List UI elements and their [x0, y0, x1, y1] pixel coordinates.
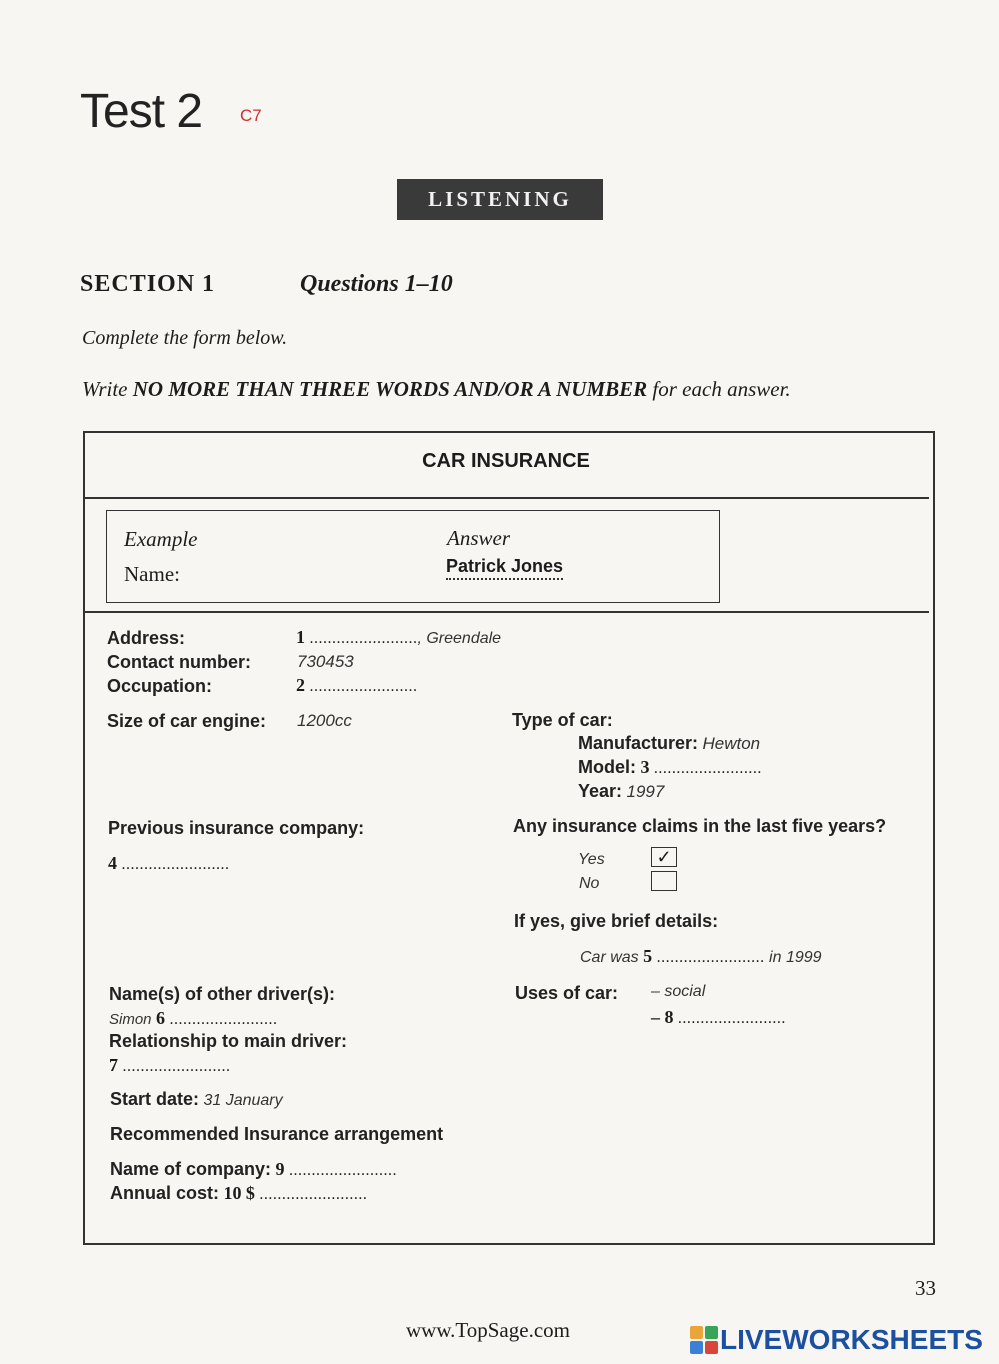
year-value: 1997 [626, 782, 665, 801]
instruction-prefix: Write [82, 377, 133, 401]
company-label: Name of company: [110, 1159, 272, 1179]
uses-label: Uses of car: [515, 983, 619, 1003]
recommended-label: Recommended Insurance arrangement [110, 1124, 444, 1144]
q7-blank[interactable]: ........................ [122, 1058, 231, 1075]
year-row [578, 781, 664, 802]
details-label: If yes, give brief details: [514, 911, 719, 931]
currency-symbol: $ [245, 1183, 255, 1203]
q1-blank[interactable]: ........................ [309, 630, 418, 647]
contact-label: Contact number: [107, 652, 251, 672]
occupation-answer [296, 675, 417, 696]
footer-url[interactable]: www.TopSage.com [406, 1318, 570, 1342]
example-box [106, 510, 720, 603]
form-title: CAR INSURANCE [422, 450, 590, 472]
example-name-label: Name: [124, 562, 180, 586]
q3-number: 3 [640, 757, 650, 777]
relationship-label: Relationship to main driver: [109, 1031, 348, 1051]
answer-value: Patrick Jones [446, 556, 563, 580]
claims-label: Any insurance claims in the last five years? [513, 816, 887, 836]
questions-range: Questions 1–10 [300, 271, 453, 297]
page-number: 33 [915, 1276, 936, 1300]
contact-value: 730453 [297, 652, 354, 671]
q5-number: 5 [643, 946, 653, 966]
prev-company-answer [108, 853, 229, 874]
liveworksheets-brand: LIVEWORKSHEETS [720, 1324, 983, 1355]
occupation-label: Occupation: [107, 676, 213, 696]
uses-answer [651, 1007, 786, 1028]
other-drivers-answer [109, 1008, 277, 1029]
example-divider [83, 611, 929, 613]
test-title: Test 2 [80, 85, 203, 138]
q5-blank[interactable]: ........................ [656, 949, 765, 966]
liveworksheets-logo[interactable] [690, 1324, 983, 1356]
example-label: Example [124, 527, 198, 551]
q6-blank[interactable]: ........................ [169, 1011, 278, 1028]
claims-no-checkbox[interactable] [651, 871, 677, 891]
details-answer [580, 946, 822, 967]
answer-label: Answer [447, 526, 510, 550]
relationship-answer [109, 1055, 230, 1076]
company-row [110, 1159, 397, 1180]
claims-no-label: No [579, 875, 600, 892]
q2-blank[interactable]: ........................ [309, 678, 418, 695]
engine-value: 1200cc [297, 711, 352, 730]
other-drivers-label: Name(s) of other driver(s): [109, 984, 336, 1004]
address-label: Address: [107, 628, 186, 648]
annual-cost-label: Annual cost: [110, 1183, 220, 1203]
q3-blank[interactable]: ........................ [653, 760, 762, 777]
q1-number: 1 [296, 627, 305, 647]
q4-blank[interactable]: ........................ [121, 856, 230, 873]
manufacturer-row [578, 733, 760, 754]
q8-number: 8 [664, 1007, 674, 1027]
q9-number: 9 [275, 1159, 285, 1179]
test-tag: C7 [240, 106, 262, 125]
section-label: SECTION 1 [80, 271, 216, 297]
other-driver-prefix: Simon [109, 1011, 152, 1028]
year-label: Year: [578, 781, 623, 801]
instruction-complete: Complete the form below. [82, 327, 288, 349]
q6-number: 6 [155, 1008, 165, 1028]
details-prefix: Car was [580, 949, 639, 966]
q10-blank[interactable]: ........................ [259, 1186, 368, 1203]
annual-cost-row [110, 1183, 367, 1204]
address-answer [296, 627, 501, 648]
engine-label: Size of car engine: [107, 711, 267, 731]
q8-blank[interactable]: ........................ [677, 1010, 786, 1027]
instruction-word-limit [82, 377, 791, 402]
claims-yes-checkbox[interactable] [651, 847, 677, 867]
car-type-label: Type of car: [512, 710, 613, 730]
uses-social: – social [651, 983, 706, 1000]
liveworksheets-icon [690, 1326, 718, 1354]
check-icon: ✓ [656, 847, 672, 867]
instruction-bold: NO MORE THAN THREE WORDS AND/OR A NUMBER [132, 377, 648, 401]
q10-number: 10 [223, 1183, 242, 1203]
start-date-row [110, 1089, 283, 1110]
q2-number: 2 [296, 675, 305, 695]
manufacturer-label: Manufacturer: [578, 733, 699, 753]
q9-blank[interactable]: ........................ [288, 1162, 397, 1179]
model-label: Model: [578, 757, 636, 777]
start-date-value: 31 January [203, 1092, 283, 1109]
uses-dash: – [651, 1007, 660, 1027]
listening-banner: LISTENING [397, 179, 603, 220]
q4-number: 4 [108, 853, 117, 873]
address-suffix: , Greendale [417, 630, 502, 647]
q7-number: 7 [109, 1055, 118, 1075]
form-title-divider [83, 497, 929, 499]
instruction-suffix: for each answer. [647, 377, 791, 401]
claims-yes-label: Yes [578, 851, 605, 868]
prev-company-label: Previous insurance company: [108, 818, 365, 838]
start-date-label: Start date: [110, 1089, 200, 1109]
model-row [578, 757, 762, 778]
manufacturer-value: Hewton [702, 734, 761, 753]
details-suffix: in 1999 [769, 949, 822, 966]
